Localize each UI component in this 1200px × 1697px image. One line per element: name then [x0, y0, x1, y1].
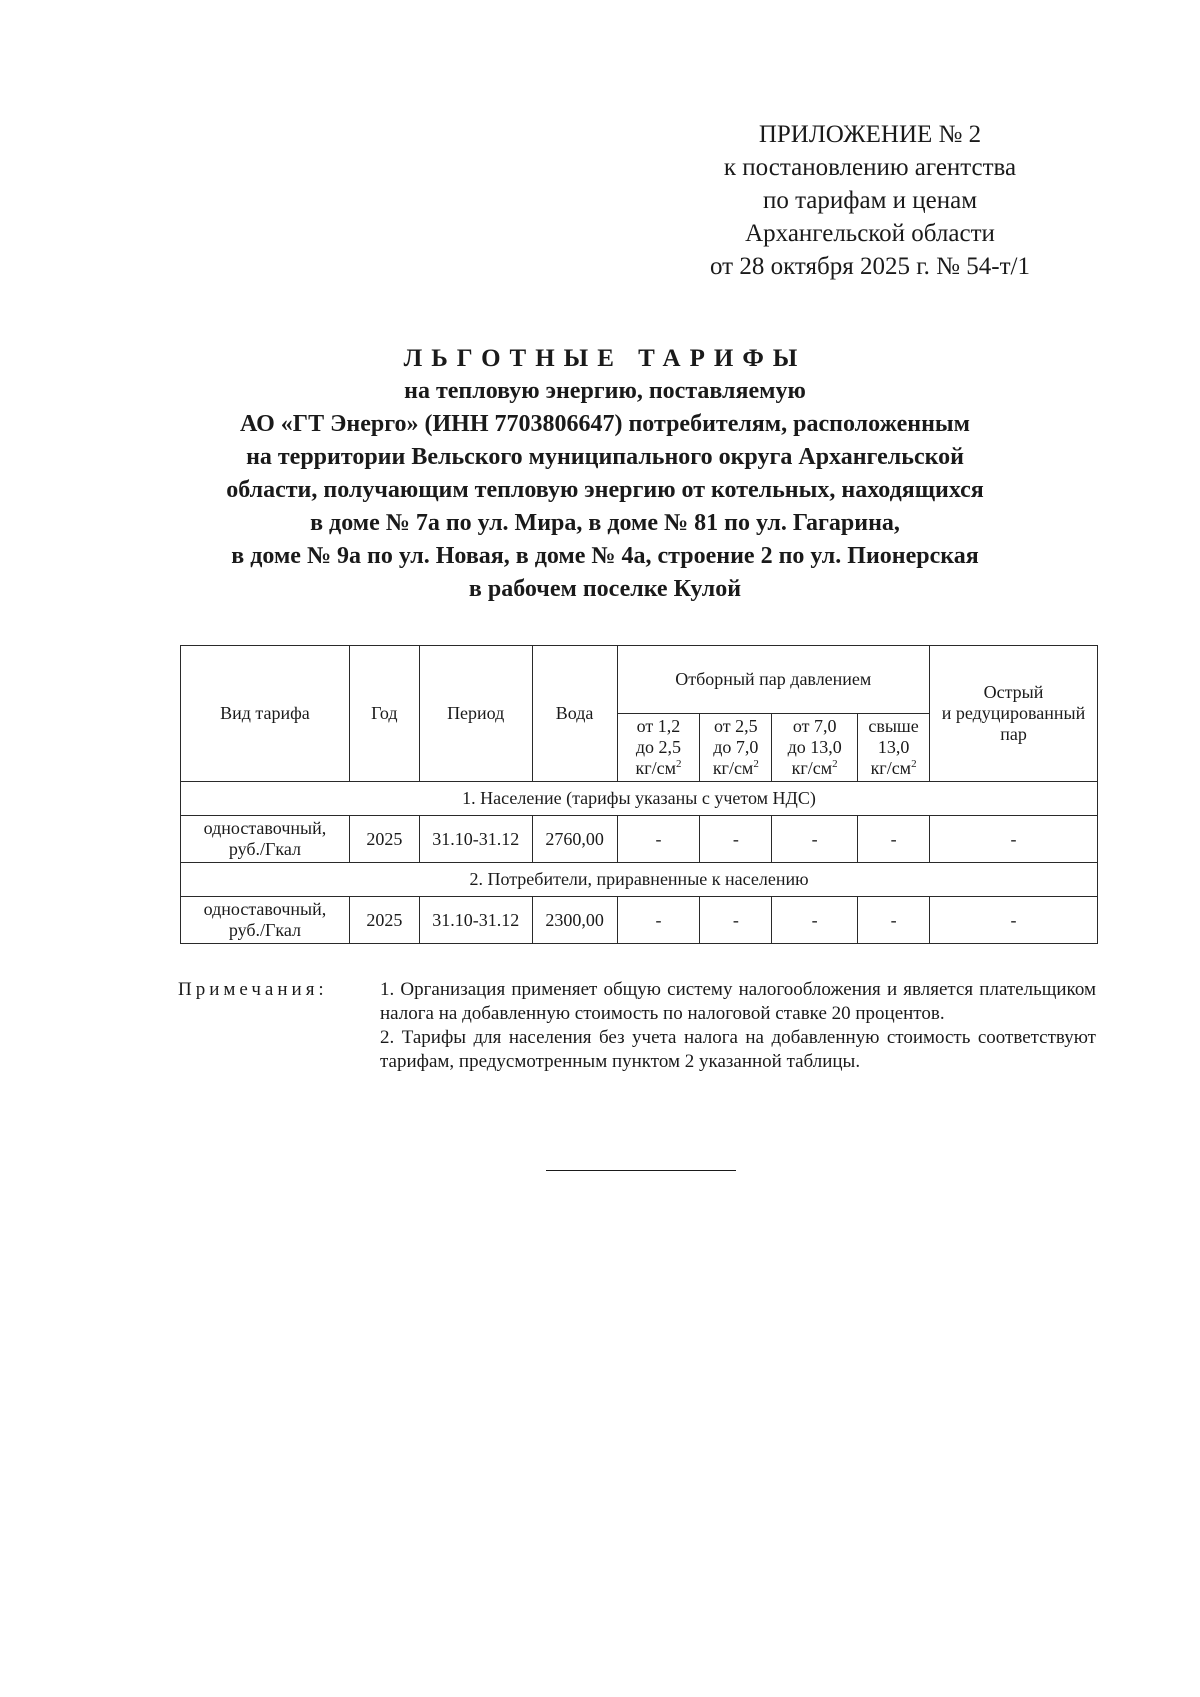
- cell-steam-1: -: [617, 816, 700, 863]
- title-line: на территории Вельского муниципального округа Архангельской: [246, 444, 964, 470]
- header-tariff-type: Вид тарифа: [181, 646, 350, 782]
- cell-steam-4: -: [858, 897, 930, 944]
- cell-tariff-type: одноставочный, руб./Гкал: [181, 816, 350, 863]
- header-sharp-steam: Острый и редуцированный пар: [930, 646, 1098, 782]
- appendix-header: [640, 118, 1100, 283]
- cell-steam-2: -: [700, 897, 772, 944]
- header-year: Год: [349, 646, 419, 782]
- table-section-row: [181, 782, 1098, 816]
- cell-water: 2300,00: [532, 897, 617, 944]
- note-item: 1. Организация применяет общую систему налогообложения и является плательщиком налога на добавленную стоимость по налоговой ставке 20 процентов.: [380, 979, 1096, 1024]
- appendix-line: по тарифам и ценам: [762, 187, 978, 214]
- cell-steam-4: -: [858, 816, 930, 863]
- cell-period: 31.10-31.12: [419, 897, 532, 944]
- title-line: АО «ГТ Энерго» (ИНН 7703806647) потребителям, расположенным: [240, 411, 970, 437]
- cell-steam-1: -: [617, 897, 700, 944]
- title-line: на тепловую энергию, поставляемую: [404, 378, 806, 404]
- header-steam-1: от 1,2 до 2,5 $кг/см^2$: [617, 714, 700, 782]
- cell-year: 2025: [349, 816, 419, 863]
- header-steam-group: Отборный пар давлением: [617, 646, 929, 714]
- section-title: 2. Потребители, приравненные к населению: [181, 863, 1098, 897]
- main-title: ЛЬГОТНЫЕ ТАРИФЫ: [403, 345, 807, 372]
- cell-steam-3: -: [772, 897, 858, 944]
- table-section-row: [181, 863, 1098, 897]
- cell-steam-2: -: [700, 816, 772, 863]
- header-water: Вода: [532, 646, 617, 782]
- cell-sharp-steam: -: [930, 816, 1098, 863]
- notes-label: Примечания:: [178, 979, 328, 1000]
- header-steam-4: свыше 13,0 $кг/см^2$: [858, 714, 930, 782]
- appendix-date-line: от 28 октября 2025 г. № 54-т/1: [710, 253, 1030, 280]
- tariffs-table: [180, 645, 1098, 944]
- table-header-row: [181, 646, 1098, 714]
- table-row: [181, 816, 1098, 863]
- document-title: [150, 342, 1060, 606]
- header-steam-2: от 2,5 до 7,0 $кг/см^2$: [700, 714, 772, 782]
- title-line: в рабочем поселке Кулой: [468, 576, 742, 602]
- cell-sharp-steam: -: [930, 897, 1098, 944]
- note-item: 2. Тарифы для населения без учета налога на добавленную стоимость соответствуют тарифам, предусмотренным пунктом 2 указанной таблицы.: [380, 1027, 1096, 1072]
- cell-steam-3: -: [772, 816, 858, 863]
- notes-list: [380, 978, 1096, 1074]
- section-title: 1. Население (тарифы указаны с учетом НДС): [181, 782, 1098, 816]
- appendix-line: Архангельской области: [745, 220, 995, 247]
- cell-tariff-type: одноставочный, руб./Гкал: [181, 897, 350, 944]
- header-period: Период: [419, 646, 532, 782]
- cell-water: 2760,00: [532, 816, 617, 863]
- table-row: [181, 897, 1098, 944]
- appendix-line: к постановлению агентства: [723, 154, 1017, 181]
- cell-year: 2025: [349, 897, 419, 944]
- appendix-number: ПРИЛОЖЕНИЕ № 2: [758, 121, 982, 148]
- end-divider: [546, 1170, 736, 1171]
- title-line: в доме № 9а по ул. Новая, в доме № 4а, строение 2 по ул. Пионерская: [231, 543, 979, 569]
- title-line: области, получающим тепловую энергию от котельных, находящихся: [226, 477, 984, 503]
- cell-period: 31.10-31.12: [419, 816, 532, 863]
- header-steam-3: от 7,0 до 13,0 $кг/см^2$: [772, 714, 858, 782]
- title-line: в доме № 7а по ул. Мира, в доме № 81 по ул. Гагарина,: [310, 510, 900, 536]
